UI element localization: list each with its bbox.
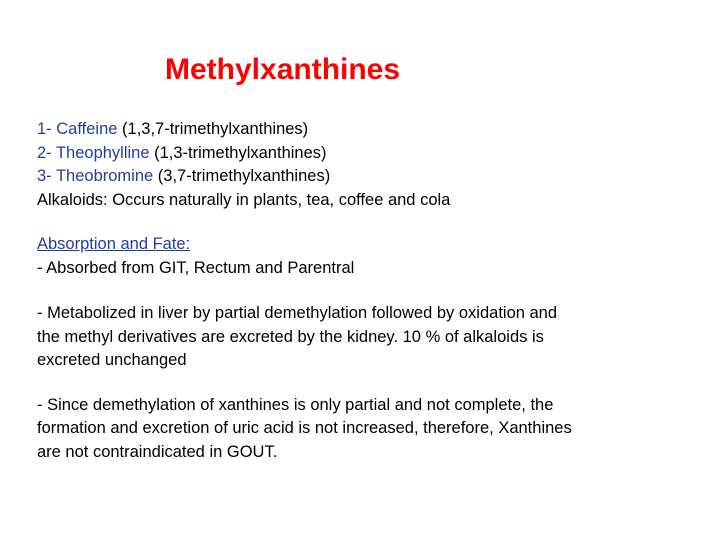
drug-item-theobromine — [37, 165, 677, 189]
drug-number: 2- — [37, 143, 56, 162]
paragraph-line: formation and excretion of uric acid is not increased, therefore, Xanthines — [37, 419, 572, 437]
drug-formula: (1,3-trimethylxanthines) — [149, 143, 327, 162]
drug-name: Theophylline — [55, 143, 150, 162]
paragraph-line: - Metabolized in liver by partial demethylation followed by oxidation and — [37, 304, 558, 322]
absorbed-line: - Absorbed from GIT, Rectum and Parentral — [37, 258, 355, 277]
paragraph-line: are not contraindicated in GOUT. — [37, 442, 278, 461]
drug-number: 1- — [37, 120, 57, 138]
absorption-heading: Absorption and Fate: — [37, 235, 191, 253]
drug-name: Caffeine — [56, 120, 118, 138]
paragraph-line: - Since demethylation of xanthines is only partial and not complete, the — [37, 395, 554, 414]
drug-number: 3- — [37, 167, 56, 185]
paragraph-line: excreted unchanged — [37, 351, 187, 369]
demethylation-paragraph — [37, 394, 677, 465]
drug-formula: (1,3,7-trimethylxanthines) — [117, 120, 309, 138]
drug-item-theophylline — [37, 142, 677, 166]
slide-body — [37, 118, 677, 464]
drug-item-caffeine — [37, 118, 677, 142]
drug-formula: (3,7-trimethylxanthines) — [153, 167, 331, 185]
paragraph-line: the methyl derivatives are excreted by the kidney. 10 % of alkaloids is — [37, 327, 544, 346]
metabolized-paragraph — [37, 302, 677, 373]
drug-name: Theobromine — [55, 167, 154, 185]
slide-title: Methylxanthines — [165, 53, 401, 86]
alkaloids-line: Alkaloids: Occurs naturally in plants, tea, coffee and cola — [37, 190, 451, 209]
